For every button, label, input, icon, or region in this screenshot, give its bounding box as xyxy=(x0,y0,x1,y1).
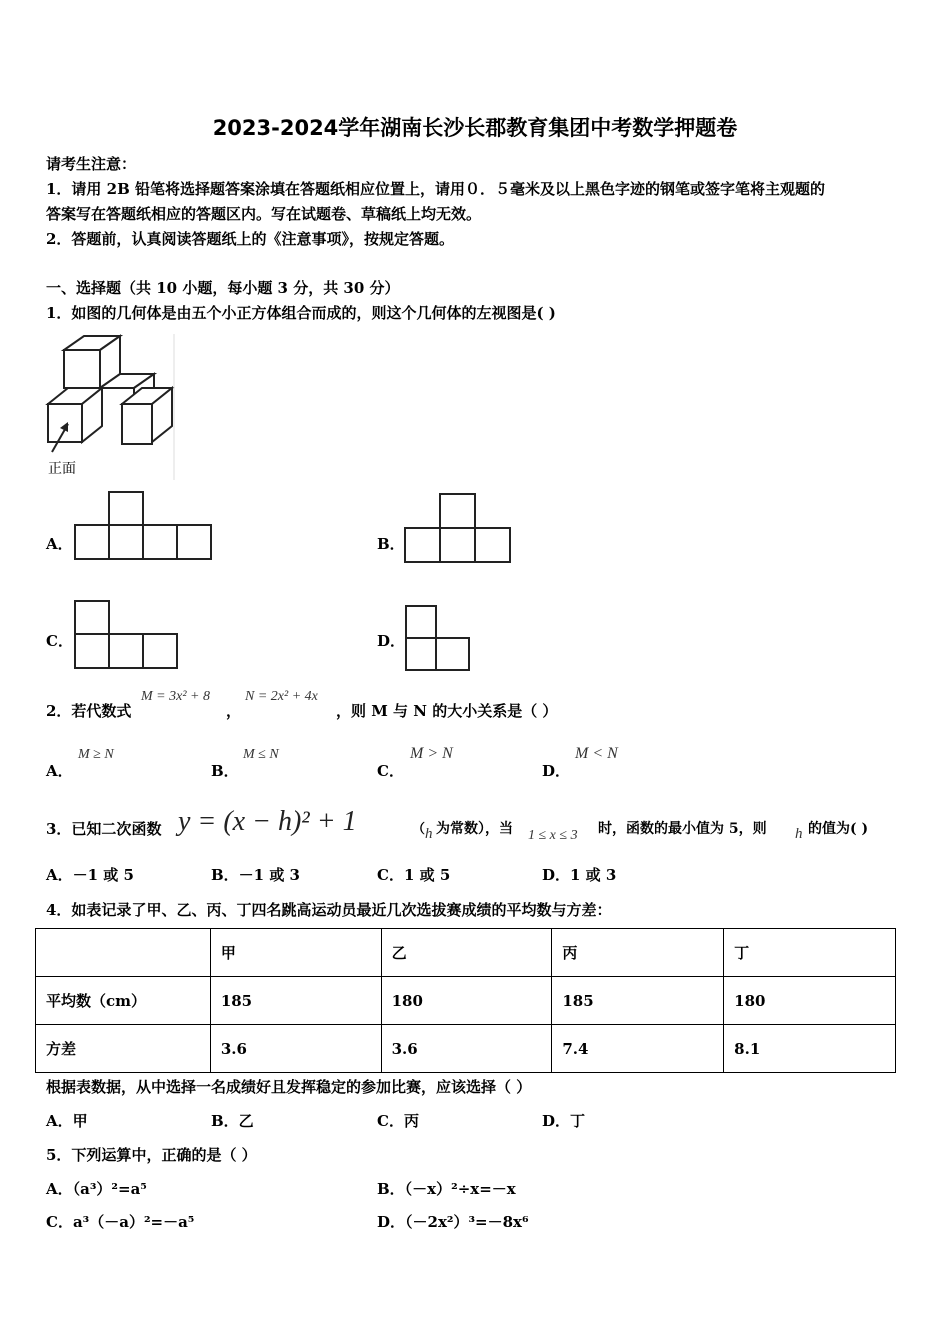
q4-stem: 4．如表记录了甲、乙、丙、丁四名跳高运动员最近几次选拔赛成绩的平均数与方差： xyxy=(46,901,612,919)
q3-function: y = (x − h)² + 1 xyxy=(178,806,357,837)
table-cell: 180 xyxy=(381,977,552,1025)
q2-expr-n: N = 2x² + 4x xyxy=(245,689,318,704)
q1-option-b-label: B． xyxy=(377,535,405,553)
q2-option-a-label: A． xyxy=(46,762,73,780)
q1-stem: 1．如图的几何体是由五个小正方体组合而成的，则这个几何体的左视图是( ) xyxy=(46,304,556,322)
q1-option-a-label: A． xyxy=(46,535,73,553)
q4-data-table xyxy=(35,928,896,1073)
q3-option-c: C．1 或 5 xyxy=(377,866,451,884)
q2-option-b-label: B． xyxy=(211,762,239,780)
notice-line-2: 答案写在答题纸相应的答题区内。写在试题卷、草稿纸上均无效。 xyxy=(46,205,482,223)
q2-option-a: M ≥ N xyxy=(78,747,114,762)
table-header-cell: 甲 xyxy=(210,929,381,977)
q4-option-a: A．甲 xyxy=(46,1112,88,1130)
q3-range: 1 ≤ x ≤ 3 xyxy=(528,828,578,843)
q2-prefix: 2．若代数式 xyxy=(46,702,132,720)
table-cell: 185 xyxy=(210,977,381,1025)
q5-option-b: B．（－x）²÷x=－x xyxy=(377,1180,516,1198)
q1-option-c-label: C． xyxy=(46,632,73,650)
table-cell: 7.4 xyxy=(552,1025,724,1073)
q2-expr-m: M = 3x² + 8 xyxy=(141,689,210,704)
table-header-row xyxy=(36,929,896,977)
table-cell: 3.6 xyxy=(210,1025,381,1073)
q1-option-d-figure xyxy=(405,604,473,672)
table-cell: 8.1 xyxy=(724,1025,896,1073)
q3-option-b: B．－1 或 3 xyxy=(211,866,300,884)
q1-option-d-label: D． xyxy=(377,632,406,650)
q3-option-d: D．1 或 3 xyxy=(542,866,617,884)
q4-option-c: C．丙 xyxy=(377,1112,419,1130)
page-title: 2023-2024学年湖南长沙长郡教育集团中考数学押题卷 xyxy=(212,116,738,140)
q4-option-b: B．乙 xyxy=(211,1112,254,1130)
q3-mid-1: 为常数），当 xyxy=(436,821,513,837)
q1-option-b-figure xyxy=(404,493,512,563)
table-cell: 方差 xyxy=(36,1025,211,1073)
q2-option-c: M > N xyxy=(410,745,453,762)
q2-option-d: M < N xyxy=(575,745,618,762)
q2-suffix: ，则 M 与 N 的大小关系是（ ） xyxy=(336,702,558,720)
table-row xyxy=(36,977,896,1025)
table-row xyxy=(36,1025,896,1073)
q2-comma: ， xyxy=(226,702,242,720)
table-cell: 平均数（cm） xyxy=(36,977,211,1025)
q5-option-a: A．（a³）²=a⁵ xyxy=(46,1180,147,1198)
q3-paren-open: （ xyxy=(412,822,426,837)
q5-option-c: C．a³（－a）²=－a⁵ xyxy=(46,1213,195,1231)
q4-option-d: D．丁 xyxy=(542,1112,586,1130)
q5-stem: 5．下列运算中，正确的是（ ） xyxy=(46,1146,257,1164)
notice-line-1: 1．请用 2B 铅笔将选择题答案涂填在答题纸相应位置上，请用０．５毫米及以上黑色字迹的钢笔或签字笔将主观题的 xyxy=(46,180,826,198)
notice-line-3: 2．答题前，认真阅读答题纸上的《注意事项》，按规定答题。 xyxy=(46,230,454,248)
q3-mid-2: 时，函数的最小值为 5，则 xyxy=(598,821,767,837)
q1-option-a-figure xyxy=(74,491,214,561)
q4-after-text: 根据表数据，从中选择一名成绩好且发挥稳定的参加比赛，应该选择（ ） xyxy=(46,1078,532,1096)
notice-heading: 请考生注意： xyxy=(46,155,137,173)
q3-mid-3: 的值为( ) xyxy=(808,821,869,837)
front-label: 正面 xyxy=(48,461,76,477)
table-cell: 185 xyxy=(552,977,724,1025)
table-cell: 3.6 xyxy=(381,1025,552,1073)
table-header-cell xyxy=(36,929,211,977)
q2-option-d-label: D． xyxy=(542,762,571,780)
q2-option-b: M ≤ N xyxy=(243,747,279,762)
q3-prefix: 3．已知二次函数 xyxy=(46,820,162,838)
q3-option-a: A．－1 或 5 xyxy=(46,866,134,884)
q5-option-d: D．（－2x²）³=－8x⁶ xyxy=(377,1213,529,1231)
table-cell: 180 xyxy=(724,977,896,1025)
q1-option-c-figure xyxy=(74,600,180,670)
q2-option-c-label: C． xyxy=(377,762,404,780)
q3-h-2: h xyxy=(795,826,803,842)
section-heading: 一、选择题（共 10 小题，每小题 3 分，共 30 分） xyxy=(46,279,400,297)
table-header-cell: 丙 xyxy=(552,929,724,977)
q3-h: h xyxy=(425,826,433,842)
table-header-cell: 乙 xyxy=(381,929,552,977)
table-header-cell: 丁 xyxy=(724,929,896,977)
